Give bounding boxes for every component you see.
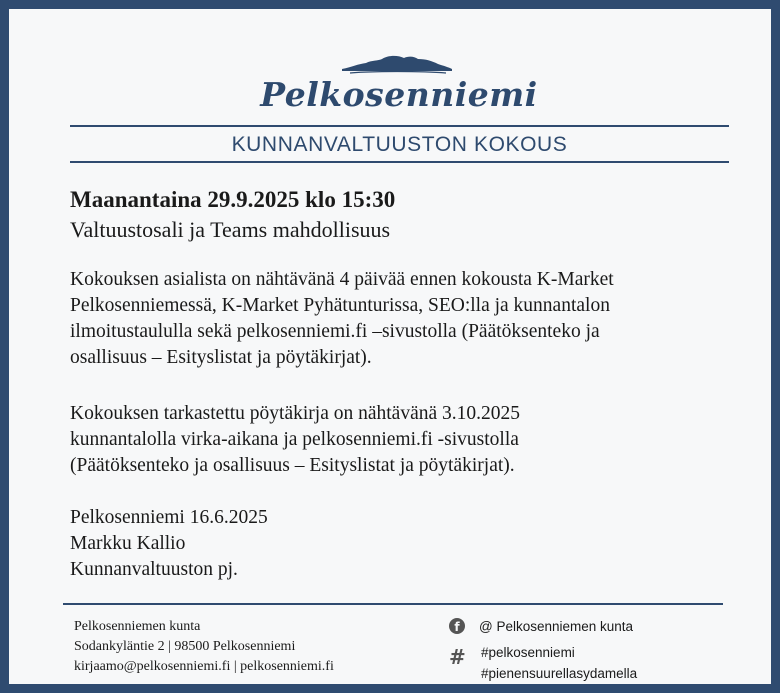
agenda-line: Pelkosenniemessä, K-Market Pyhätunturissa, SEO:lla ja kunnantalon xyxy=(70,295,610,316)
minutes-line: kunnantalolla virka-aikana ja pelkosenniemi.fi -sivustolla xyxy=(70,429,519,450)
hashtag[interactable]: #pienensuurellasydamella xyxy=(481,666,638,681)
hashtag-icon: # xyxy=(449,645,466,669)
footer-address: Sodankyläntie 2 | 98500 Pelkosenniemi xyxy=(74,639,296,654)
hashtag-row xyxy=(449,642,637,684)
logo-wordmark: Pelkosenniemi xyxy=(260,75,538,114)
title-rule-bottom xyxy=(70,161,729,163)
signature-place-date: Pelkosenniemi 16.6.2025 xyxy=(70,507,268,528)
signature-name: Markku Kallio xyxy=(70,533,186,554)
minutes-line: Kokouksen tarkastettu pöytäkirja on nähtävänä 3.10.2025 xyxy=(70,403,521,424)
meeting-date: Maanantaina 29.9.2025 klo 15:30 xyxy=(70,187,396,212)
meeting-place: Valtuustosali ja Teams mahdollisuus xyxy=(70,217,391,242)
footer-social xyxy=(449,616,637,684)
signature-title: Kunnanvaltuuston pj. xyxy=(70,559,238,580)
facebook-row[interactable] xyxy=(449,616,637,636)
agenda-line: Kokouksen asialista on nähtävänä 4 päivää ennen kokousta K-Market xyxy=(70,269,614,290)
title-rule-top xyxy=(70,125,729,127)
agenda-line: osallisuus – Esityslistat ja pöytäkirjat). xyxy=(70,347,372,368)
footer-contact xyxy=(74,617,334,677)
facebook-icon: f xyxy=(449,618,465,634)
minutes-line: (Päätöksenteko ja osallisuus – Esityslistat ja pöytäkirjat). xyxy=(70,455,515,476)
footer-org-name: Pelkosenniemen kunta xyxy=(74,619,201,634)
footer-email-web[interactable]: kirjaamo@pelkosenniemi.fi | pelkosenniemi.fi xyxy=(74,659,334,674)
signature-block xyxy=(70,505,760,583)
facebook-label: @ Pelkosenniemen kunta xyxy=(479,618,634,634)
meeting-title: KUNNANVALTUUSTON KOKOUS xyxy=(231,133,568,156)
fell-silhouette-icon xyxy=(342,54,452,76)
hashtag-list xyxy=(481,642,637,684)
minutes-paragraph xyxy=(70,401,760,479)
agenda-paragraph xyxy=(70,267,760,371)
agenda-line: ilmoitustaululla sekä pelkosenniemi.fi –sivustolla (Päätöksenteko ja xyxy=(70,321,600,342)
hashtag[interactable]: #pelkosenniemi xyxy=(481,645,575,660)
footer-rule xyxy=(63,603,723,605)
